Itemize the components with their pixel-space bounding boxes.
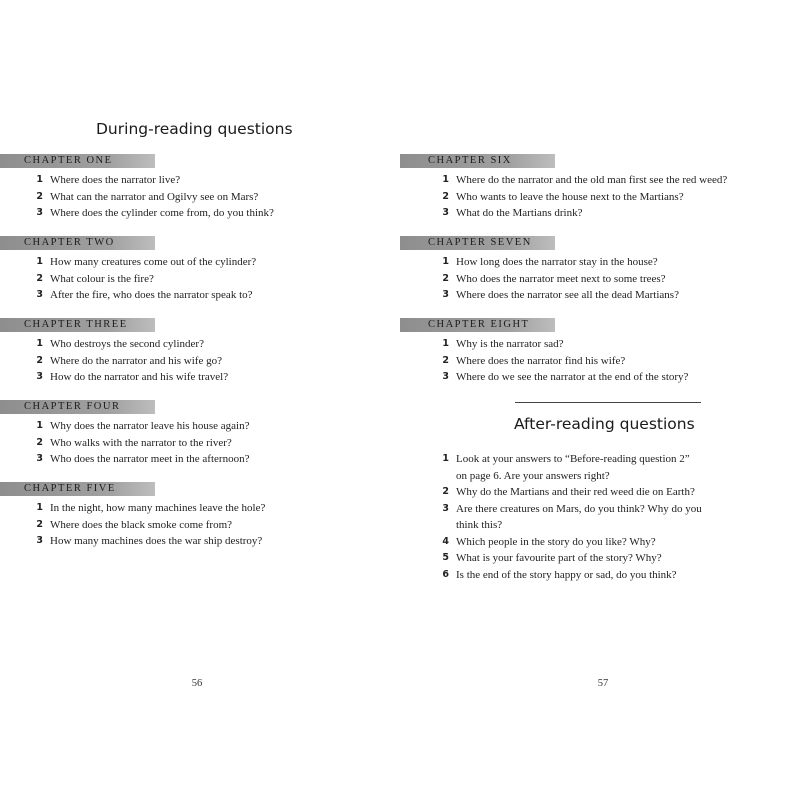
question-text: Where does the cylinder come from, do you think? [50, 207, 274, 219]
question-text: Where do the narrator and the old man first see the red weed? [456, 174, 728, 186]
question-number: 2 [442, 486, 449, 497]
question-text: Where do the narrator and his wife go? [50, 354, 222, 367]
right-page [400, 0, 800, 800]
after-reading-heading: After-reading questions [514, 415, 695, 433]
question-number: 3 [442, 207, 449, 218]
question-text: What do the Martians drink? [456, 207, 583, 219]
question-text: Where does the narrator live? [50, 174, 181, 186]
question-number: 2 [36, 272, 43, 284]
question-text: Who walks with the narrator to the river? [50, 436, 232, 449]
question-text: Look at your answers to “Before-reading question 2” [456, 453, 690, 465]
section-divider [515, 402, 701, 403]
question-number: 2 [442, 354, 449, 366]
page-number: 57 [597, 678, 609, 689]
during-reading-heading: During-reading questions [96, 120, 293, 138]
question-number: 2 [36, 518, 43, 530]
question-text: Where does the narrator see all the dead Martians? [456, 289, 679, 301]
question-text: Which people in the story do you like? Why? [456, 535, 656, 548]
question-text: Why do the Martians and their red weed die on Earth? [456, 486, 695, 498]
question-text: Where does the narrator find his wife? [456, 354, 626, 367]
question-number: 1 [442, 453, 449, 464]
question-text: How many machines does the war ship destroy? [50, 535, 263, 547]
question-number: 3 [442, 502, 449, 514]
question-text: What colour is the fire? [50, 272, 154, 285]
question-number: 3 [36, 535, 43, 546]
question-number: 3 [36, 371, 43, 382]
question-text: Where does the black smoke come from? [50, 518, 233, 531]
question-text: Are there creatures on Mars, do you think? Why do you [456, 502, 702, 515]
question-number: 1 [36, 256, 43, 267]
question-text: Where do we see the narrator at the end of the story? [456, 371, 689, 383]
chapter-title: CHAPTER SIX [428, 155, 512, 166]
question-text: How do the narrator and his wife travel? [50, 371, 229, 383]
question-text: Who does the narrator meet in the afternoon? [50, 453, 250, 465]
question-number: 3 [442, 371, 449, 382]
chapter-title: CHAPTER FIVE [24, 483, 116, 494]
question-number: 3 [36, 453, 43, 464]
question-text: What can the narrator and Ogilvy see on Mars? [50, 190, 259, 203]
question-text: Who does the narrator meet next to some trees? [456, 272, 666, 285]
question-text: Is the end of the story happy or sad, do you think? [456, 568, 677, 581]
question-number: 1 [442, 174, 449, 185]
question-number: 1 [442, 338, 449, 349]
question-text-continued: on page 6. Are your answers right? [456, 469, 610, 482]
question-number: 2 [36, 436, 43, 448]
question-number: 4 [442, 535, 449, 547]
question-number: 1 [36, 174, 43, 185]
chapter-title: CHAPTER TWO [24, 237, 115, 248]
chapter-title: CHAPTER FOUR [24, 401, 121, 412]
question-text: Who destroys the second cylinder? [50, 338, 204, 350]
question-text: How many creatures come out of the cylinder? [50, 256, 257, 268]
question-number: 2 [442, 190, 449, 202]
question-text: In the night, how many machines leave the hole? [50, 502, 266, 514]
question-number: 1 [36, 338, 43, 349]
question-number: 5 [442, 552, 449, 563]
page-number: 56 [191, 678, 203, 689]
question-number: 2 [36, 354, 43, 366]
question-text-continued: think this? [456, 519, 503, 531]
question-number: 1 [442, 256, 449, 267]
chapter-title: CHAPTER ONE [24, 155, 113, 166]
question-number: 6 [442, 568, 449, 580]
question-text: What is your favourite part of the story? Why? [456, 552, 662, 564]
question-number: 3 [36, 207, 43, 218]
chapter-title: CHAPTER EIGHT [428, 319, 530, 330]
question-number: 1 [36, 502, 43, 513]
question-text: How long does the narrator stay in the house? [456, 256, 658, 268]
chapter-title: CHAPTER THREE [24, 319, 128, 330]
question-text: Who wants to leave the house next to the Martians? [456, 190, 684, 203]
chapter-title: CHAPTER SEVEN [428, 237, 532, 248]
question-text: Why does the narrator leave his house again? [50, 420, 250, 432]
question-number: 1 [36, 420, 43, 431]
question-number: 3 [36, 289, 43, 300]
question-text: After the fire, who does the narrator speak to? [50, 289, 253, 301]
question-number: 2 [442, 272, 449, 284]
question-number: 3 [442, 289, 449, 300]
question-text: Why is the narrator sad? [456, 338, 564, 350]
question-number: 2 [36, 190, 43, 202]
